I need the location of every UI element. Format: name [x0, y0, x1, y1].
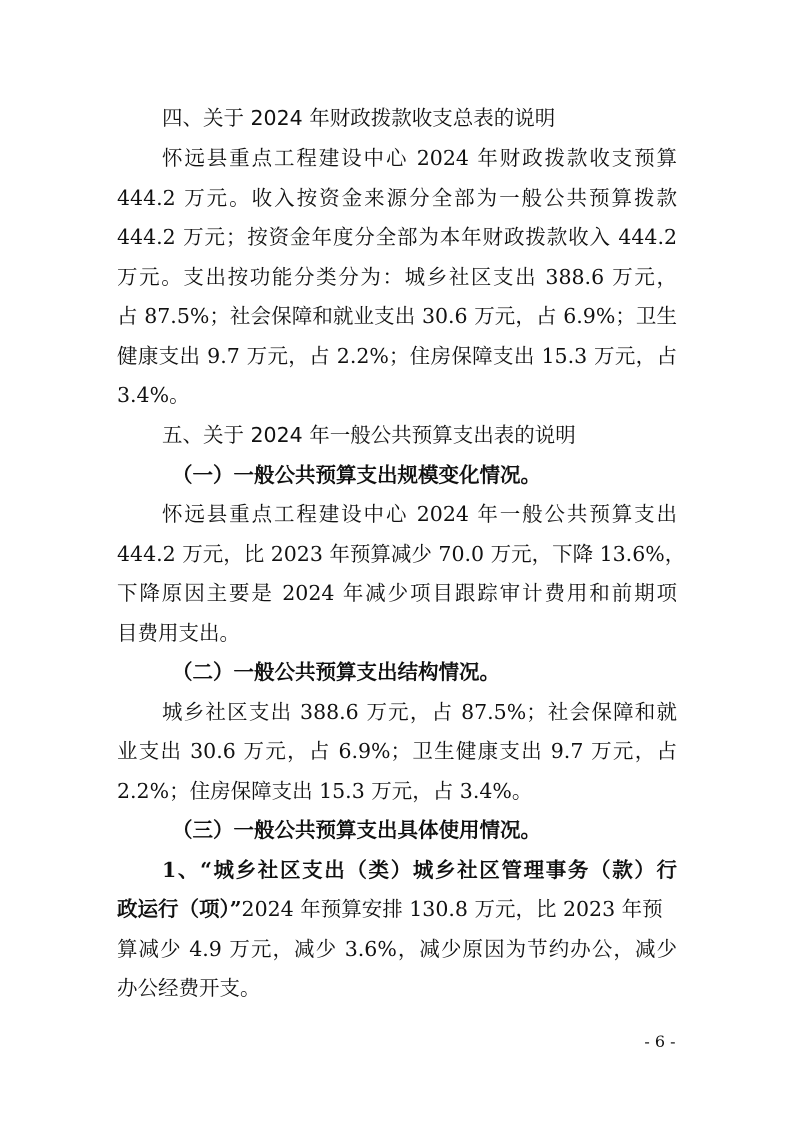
subsection-3-line-4: 办公经费开支。 [117, 976, 261, 1000]
subsection-1-line-1: 怀远县重点工程建设中心 2024 年一般公共预算支出 [162, 502, 677, 526]
subsection-3-line-3: 算减少 4.9 万元，减少 3.6%，减少原因为节约办公，减少 [117, 937, 677, 961]
subsection-3-line-2-bold: 政运行（项）” [117, 897, 242, 921]
subsection-2-line-3: 2.2%；住房保障支出 15.3 万元，占 3.4%。 [117, 779, 533, 803]
subsection-3-line-2-rest: 2024 年预算安排 130.8 万元，比 2023 年预 [241, 897, 663, 921]
subsection-3-heading: （三）一般公共预算支出具体使用情况。 [172, 818, 541, 842]
section-4-line-7: 3.4%。 [117, 383, 190, 407]
section-4-line-1: 怀远县重点工程建设中心 2024 年财政拨款收支预算 [162, 146, 677, 170]
subsection-2-line-1: 城乡社区支出 388.6 万元，占 87.5%；社会保障和就 [162, 700, 677, 724]
subsection-3-line-2-wrapper [117, 894, 677, 924]
subsection-1-line-4: 目费用支出。 [117, 621, 240, 645]
subsection-2-line-2: 业支出 30.6 万元，占 6.9%；卫生健康支出 9.7 万元，占 [117, 739, 677, 763]
section-5-heading: 五、关于 2024 年一般公共预算支出表的说明 [162, 423, 576, 447]
section-4-line-4: 万元。支出按功能分类分为：城乡社区支出 388.6 万元， [117, 265, 677, 289]
subsection-1-heading: （一）一般公共预算支出规模变化情况。 [172, 463, 541, 487]
subsection-3-line-1: 1、“城乡社区支出（类）城乡社区管理事务（款）行 [162, 858, 677, 882]
subsection-1-line-2: 444.2 万元，比 2023 年预算减少 70.0 万元，下降 13.6%， [117, 542, 686, 566]
section-4-line-6: 健康支出 9.7 万元，占 2.2%；住房保障支出 15.3 万元，占 [117, 344, 677, 368]
section-4-line-2: 444.2 万元。收入按资金来源分全部为一般公共预算拨款 [117, 186, 677, 210]
subsection-1-line-3: 下降原因主要是 2024 年减少项目跟踪审计费用和前期项 [117, 581, 677, 605]
section-4-line-5: 占 87.5%；社会保障和就业支出 30.6 万元，占 6.9%；卫生 [117, 304, 677, 328]
section-4-heading: 四、关于 2024 年财政拨款收支总表的说明 [162, 106, 556, 130]
page-number: - 6 - [644, 1032, 676, 1051]
subsection-2-heading: （二）一般公共预算支出结构情况。 [172, 660, 500, 684]
section-4-line-3: 444.2 万元；按资金年度分全部为本年财政拨款收入 444.2 [117, 225, 677, 249]
